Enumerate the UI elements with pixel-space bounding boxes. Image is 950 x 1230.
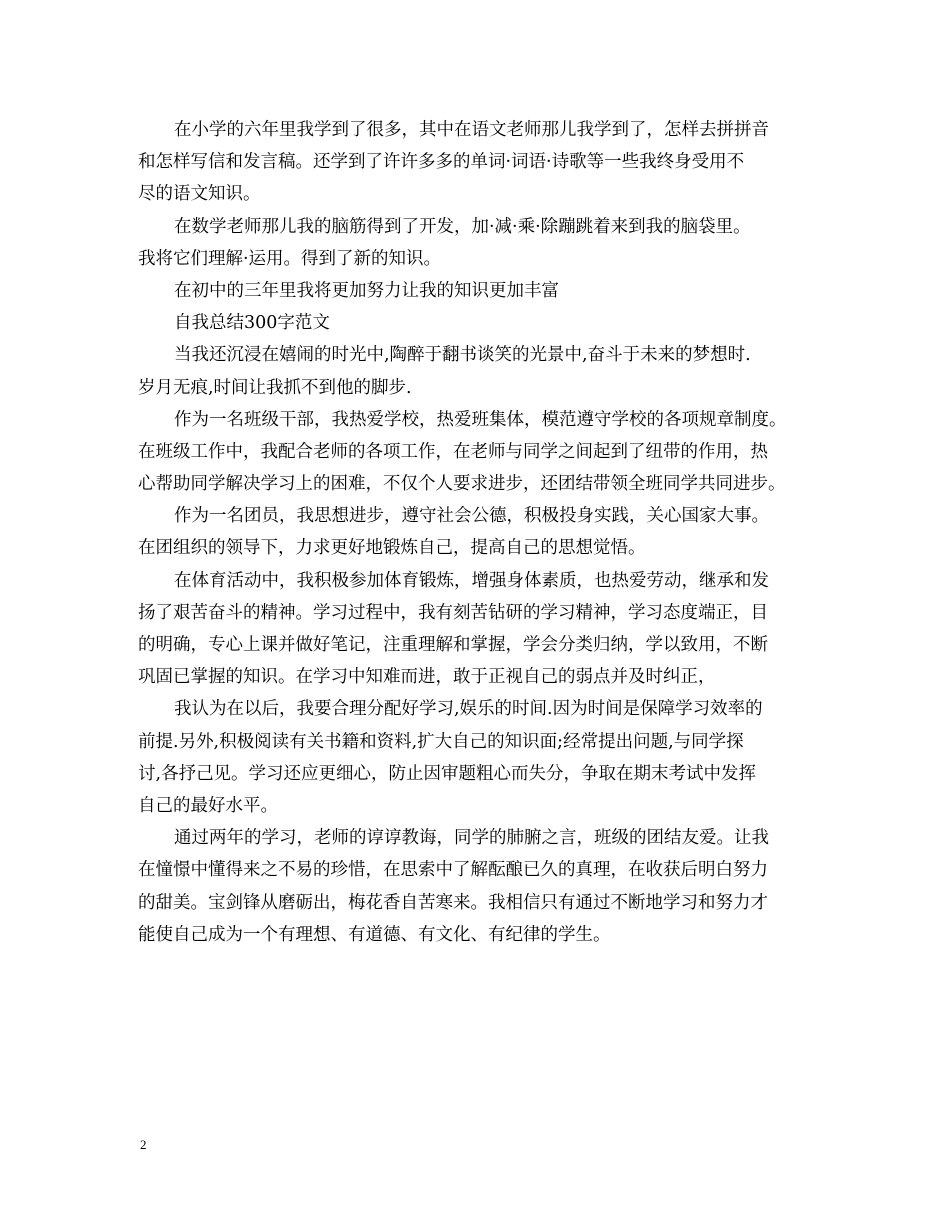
text-line: 在体育活动中，我积极参加体育锻炼，增强身体素质，也热爱劳动，继承和发 bbox=[174, 570, 769, 591]
text-line: 在小学的六年里我学到了很多，其中在语文老师那儿我学到了，怎样去拼拼音 bbox=[174, 120, 769, 140]
text-line: 在初中的三年里我将更加努力让我的知识更加丰富 bbox=[174, 280, 559, 301]
text-line: 和怎样写信和发言稿。还学到了许许多多的单词·词语·诗歌等一些我终身受用不 bbox=[138, 152, 745, 173]
text-line: 能使自己成为一个有理想、有道德、有文化、有纪律的学生。 bbox=[138, 924, 611, 945]
document-body bbox=[138, 114, 818, 951]
text-line: 扬了艰苦奋斗的精神。学习过程中，我有刻苦钻研的学习精神，学习态度端正，目 bbox=[138, 602, 768, 623]
text-line: 心帮助同学解决学习上的困难，不仅个人要求进步，还团结带领全班同学共同进步。 bbox=[138, 474, 786, 495]
text-line: 我将它们理解·运用。得到了新的知识。 bbox=[138, 248, 442, 269]
text-line: 前提.另外,积极阅读有关书籍和资料,扩大自己的知识面;经常提出问题,与同学探 bbox=[138, 731, 744, 752]
section-heading: 自我总结300字范文 bbox=[174, 313, 330, 334]
text-line: 尽的语文知识。 bbox=[138, 184, 261, 205]
text-line: 在憧憬中懂得来之不易的珍惜，在思索中了解酝酿已久的真理，在收获后明白努力 bbox=[138, 860, 768, 881]
text-line: 讨,各抒己见。学习还应更细心，防止因审题粗心而失分，争取在期末考试中发挥 bbox=[138, 763, 757, 784]
text-line: 通过两年的学习，老师的谆谆教诲，同学的肺腑之言，班级的团结友爱。让我 bbox=[174, 828, 769, 849]
page-number: 2 bbox=[140, 1137, 147, 1152]
text-line: 我认为在以后，我要合理分配好学习,娱乐的时间.因为时间是保障学习效率的 bbox=[174, 699, 763, 720]
text-line: 作为一名班级干部，我热爱学校，热爱班集体，模范遵守学校的各项规章制度。 bbox=[174, 409, 787, 430]
text-line: 巩固已掌握的知识。在学习中知难而进，敢于正视自己的弱点并及时纠正， bbox=[138, 667, 716, 688]
text-line: 自己的最好水平。 bbox=[138, 795, 278, 816]
text-line: 的甜美。宝剑锋从磨砺出，梅花香自苦寒来。我相信只有通过不断地学习和努力才 bbox=[138, 892, 768, 913]
text-line: 的明确，专心上课并做好笔记，注重理解和掌握，学会分类归纳，学以致用，不断 bbox=[138, 635, 768, 655]
text-line: 在团组织的领导下，力求更好地锻炼自己，提高自己的思想觉悟。 bbox=[138, 538, 646, 559]
text-line: 在班级工作中，我配合老师的各项工作，在老师与同学之间起到了纽带的作用，热 bbox=[138, 441, 768, 462]
text-line: 当我还沉浸在嬉闹的时光中,陶醉于翻书谈笑的光景中,奋斗于未来的梦想时. bbox=[174, 345, 751, 366]
text-line: 在数学老师那儿我的脑筋得到了开发，加·减·乘·除蹦跳着来到我的脑袋里。 bbox=[174, 216, 751, 237]
text-line: 岁月无痕,时间让我抓不到他的脚步. bbox=[138, 377, 412, 398]
text-line: 作为一名团员，我思想进步，遵守社会公德，积极投身实践，关心国家大事。 bbox=[174, 506, 769, 527]
